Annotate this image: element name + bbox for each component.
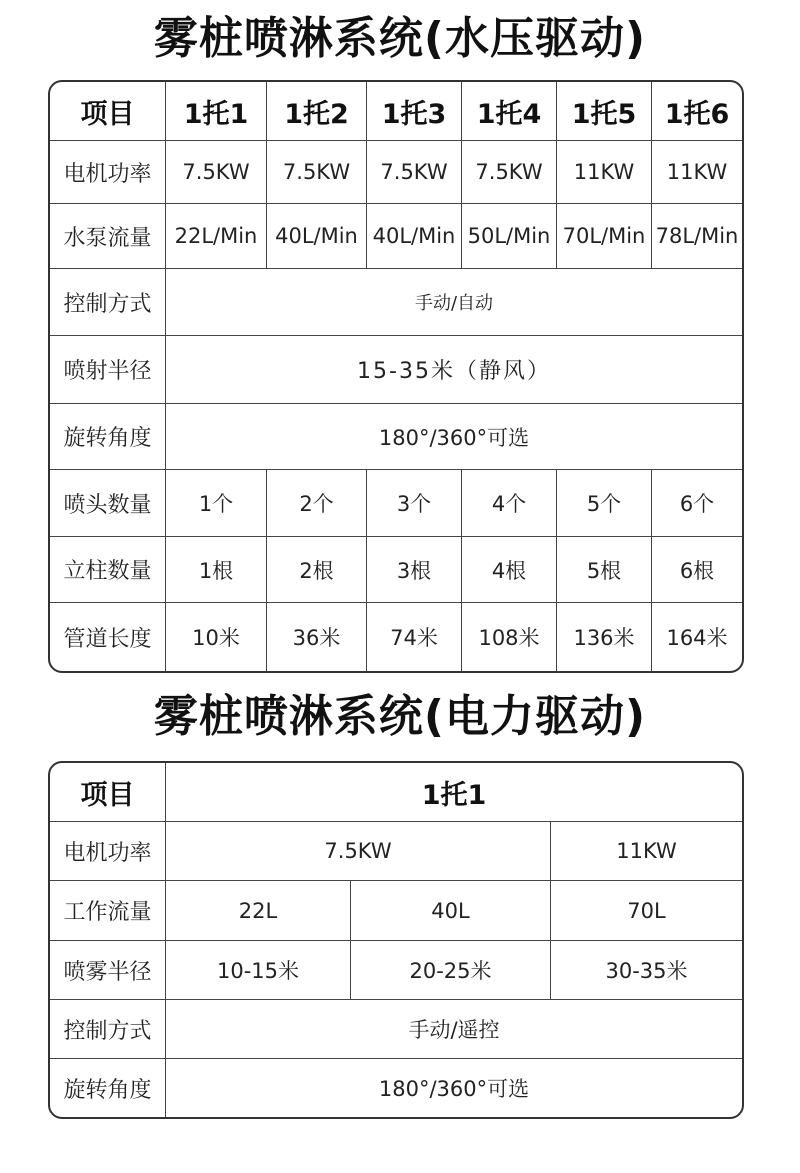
electric-driven-title: 雾桩喷淋系统(电力驱动) [153, 691, 647, 742]
header-col-4: 1托4 [462, 82, 557, 141]
value-cell: 164米 [666, 626, 728, 650]
water-driven-spec-table [48, 80, 744, 673]
value-cell: 30-35米 [551, 941, 742, 1000]
value-cell: 11KW [551, 822, 742, 881]
row-label: 旋转角度 [50, 404, 166, 470]
value-cell: 10米 [166, 603, 267, 671]
value-cell: 4个 [462, 470, 557, 537]
header-item: 项目 [50, 763, 166, 822]
header-col-6: 1托6 [652, 82, 742, 141]
header-item: 项目 [50, 82, 166, 141]
row-label: 控制方式 [50, 1000, 166, 1059]
water-driven-title: 雾桩喷淋系统(水压驱动) [153, 13, 647, 64]
value-cell: 136米 [557, 603, 652, 671]
value-cell: 5个 [557, 470, 652, 537]
value-cell: 2根 [267, 537, 367, 603]
header-col-1: 1托1 [166, 82, 267, 141]
merged-value-cell: 手动/自动 [166, 269, 742, 336]
value-cell: 11KW [557, 141, 652, 204]
value-cell: 40L/Min [367, 204, 462, 269]
value-cell: 6根 [652, 537, 742, 603]
value-cell: 4根 [462, 537, 557, 603]
value-cell: 1个 [166, 470, 267, 537]
value-cell: 11KW [652, 141, 742, 204]
row-label: 喷头数量 [50, 470, 166, 537]
value-cell: 3根 [367, 537, 462, 603]
value-cell: 74米 [367, 603, 462, 671]
row-label: 旋转角度 [50, 1059, 166, 1117]
value-cell: 40L [351, 881, 551, 941]
header-col-2: 1托2 [267, 82, 367, 141]
row-label: 工作流量 [50, 881, 166, 941]
value-cell: 20-25米 [351, 941, 551, 1000]
merged-value-cell: 手动/遥控 [166, 1000, 742, 1059]
value-cell: 108米 [462, 603, 557, 671]
value-cell: 40L/Min [267, 204, 367, 269]
row-label: 立柱数量 [50, 537, 166, 603]
header-col-5: 1托5 [557, 82, 652, 141]
value-cell: 6个 [652, 470, 742, 537]
row-label: 电机功率 [50, 822, 166, 881]
electric-driven-spec-table [48, 761, 744, 1119]
value-cell: 5根 [557, 537, 652, 603]
value-cell: 50L/Min [462, 204, 557, 269]
value-cell: 7.5KW [166, 141, 267, 204]
value-cell: 3个 [367, 470, 462, 537]
value-cell: 22L/Min [166, 204, 267, 269]
value-cell: 22L [166, 881, 351, 941]
value-cell: 7.5KW [166, 822, 551, 881]
row-label: 水泵流量 [50, 204, 166, 269]
row-label: 管道长度 [50, 603, 166, 671]
merged-value-cell: 180°/360°可选 [166, 404, 742, 470]
row-label: 喷雾半径 [50, 941, 166, 1000]
row-label: 电机功率 [50, 141, 166, 204]
merged-value-cell: 15-35米（静风） [166, 336, 742, 404]
value-cell: 70L/Min [557, 204, 652, 269]
value-cell: 2个 [267, 470, 367, 537]
header-col-3: 1托3 [367, 82, 462, 141]
value-cell: 78L/Min [652, 204, 742, 269]
row-label: 控制方式 [50, 269, 166, 336]
row-label: 喷射半径 [50, 336, 166, 404]
value-cell: 7.5KW [367, 141, 462, 204]
value-cell: 10-15米 [166, 941, 351, 1000]
value-cell: 70L [551, 881, 742, 941]
value-cell: 36米 [267, 603, 367, 671]
value-cell: 7.5KW [267, 141, 367, 204]
header-col-1: 1托1 [166, 763, 742, 822]
value-cell: 7.5KW [462, 141, 557, 204]
value-cell: 1根 [166, 537, 267, 603]
merged-value-cell: 180°/360°可选 [378, 1077, 530, 1101]
